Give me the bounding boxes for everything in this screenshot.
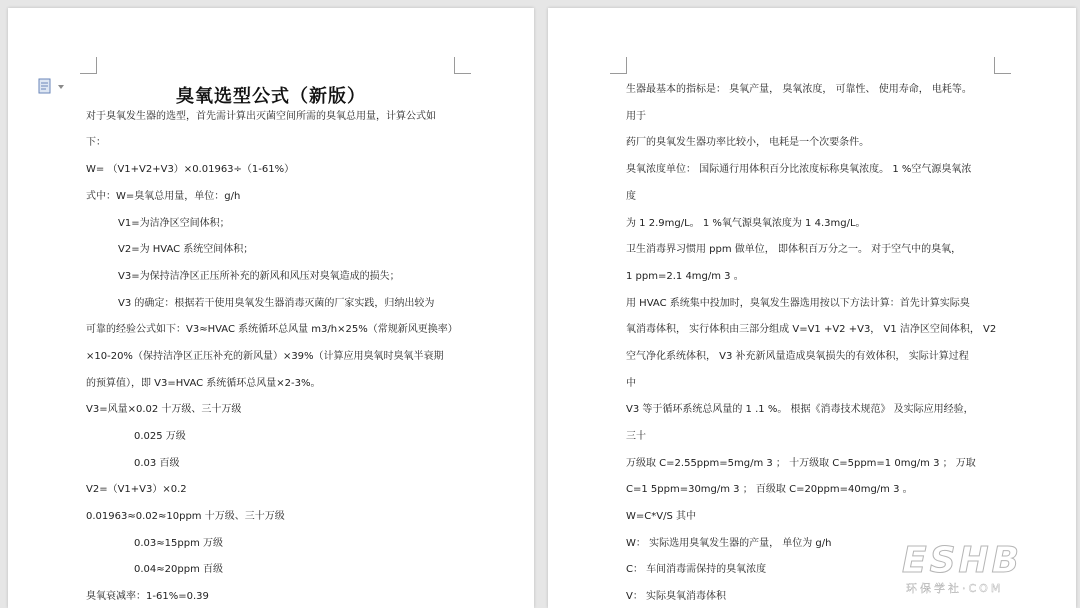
document-title: 臭氧选型公式（新版） <box>176 86 366 107</box>
left-line-2: 下： <box>86 137 106 148</box>
left-line-12: V3=风量×0.02 十万级、三十万级 <box>86 404 242 415</box>
crop-mark-top-right <box>454 57 471 74</box>
left-line-16: 0.01963≈0.02≈10ppm 十万级、三十万级 <box>86 511 285 522</box>
document-page-right <box>548 8 1076 608</box>
left-line-14: 0.03 百级 <box>134 458 180 469</box>
left-line-10: ×10-20%（保持洁净区正压补充的新风量）×39%（计算应用臭氧时臭氧半衰期 <box>86 351 444 362</box>
left-line-9: 可靠的经验公式如下：V3≈HVAC 系统循环总风量 m3/h×25%（常规新风更换率） <box>86 324 458 335</box>
right-line-13: V3 等于循环系统总风量的 1 .1 %。 根据《消毒技术规范》 及实际应用经验， <box>626 404 974 415</box>
left-line-6: V2=为 HVAC 系统空间体积； <box>118 244 254 255</box>
left-line-19: 臭氧衰减率：1-61%=0.39 <box>86 591 209 602</box>
right-line-19: C： 车间消毒需保持的臭氧浓度 <box>626 564 767 575</box>
right-line-15: 万级取 C=2.55ppm=5mg/m 3 ； 十万级取 C=5ppm=1 0mg/m 3 ； 万取 <box>626 458 976 469</box>
crop-mark-top-left <box>610 57 627 74</box>
document-page-left <box>8 8 534 608</box>
right-line-4: 臭氧浓度单位： 国际通行用体积百分比浓度标称臭氧浓度。 1 %空气源臭氧浓 <box>626 164 972 175</box>
right-line-8: 1 ppm=2.1 4mg/m 3 。 <box>626 271 744 282</box>
right-line-9: 用 HVAC 系统集中投加时，臭氧发生器选用按以下方法计算：首先计算实际臭 <box>626 298 970 309</box>
right-line-17: W=C*V/S 其中 <box>626 511 696 522</box>
right-line-14: 三十 <box>626 431 646 442</box>
left-line-8: V3 的确定：根据若干使用臭氧发生器消毒灭菌的厂家实践，归纳出较为 <box>118 298 435 309</box>
crop-mark-top-left <box>80 57 97 74</box>
right-line-16: C=1 5ppm=30mg/m 3 ； 百级取 C=20ppm=40mg/m 3 。 <box>626 484 913 495</box>
watermark-site: 环保学社·COM <box>906 582 1004 595</box>
right-line-5: 度 <box>626 191 636 202</box>
watermark-logo: ESHB <box>902 540 1023 581</box>
left-line-18: 0.04≈20ppm 百级 <box>134 564 223 575</box>
right-line-20: V： 实际臭氧消毒体积 <box>626 591 727 602</box>
left-line-11: 的预算值），即 V3=HVAC 系统循环总风量×2-3%。 <box>86 378 321 389</box>
right-line-7: 卫生消毒界习惯用 ppm 做单位， 即体积百万分之一。 对于空气中的臭氧， <box>626 244 962 255</box>
right-line-12: 中 <box>626 378 636 389</box>
right-line-6: 为 1 2.9mg/L。 1 %氧气源臭氧浓度为 1 4.3mg/L。 <box>626 218 866 229</box>
left-line-4: 式中：W=臭氧总用量，单位：g/h <box>86 191 241 202</box>
right-line-2: 用于 <box>626 111 646 122</box>
right-line-1: 生器最基本的指标是： 臭氧产量， 臭氧浓度， 可靠性、 使用寿命， 电耗等。 <box>626 84 972 95</box>
right-line-3: 药厂的臭氧发生器功率比较小， 电耗是一个次要条件。 <box>626 137 870 148</box>
crop-mark-top-right <box>994 57 1011 74</box>
left-line-3: W= （V1+V2+V3）×0.01963÷（1-61%） <box>86 164 295 175</box>
right-line-10: 氧消毒体积， 实行体积由三部分组成 V=V1 +V2 +V3， V1 洁净区空间体积， V2 <box>626 324 997 335</box>
site-watermark <box>902 540 1072 598</box>
right-line-18: W： 实际选用臭氧发生器的产量， 单位为 g/h <box>626 538 832 549</box>
left-line-5: V1=为洁净区空间体积； <box>118 218 230 229</box>
left-line-15: V2=（V1+V3）×0.2 <box>86 484 187 495</box>
right-line-11: 空气净化系统体积， V3 补充新风量造成臭氧损失的有效体积， 实际计算过程 <box>626 351 969 362</box>
left-line-17: 0.03≈15ppm 万级 <box>134 538 223 549</box>
left-line-7: V3=为保持洁净区正压所补充的新风和风压对臭氧造成的损失； <box>118 271 400 282</box>
left-line-1: 对于臭氧发生器的选型，首先需计算出灭菌空间所需的臭氧总用量，计算公式如 <box>86 111 436 122</box>
left-line-13: 0.025 万级 <box>134 431 186 442</box>
